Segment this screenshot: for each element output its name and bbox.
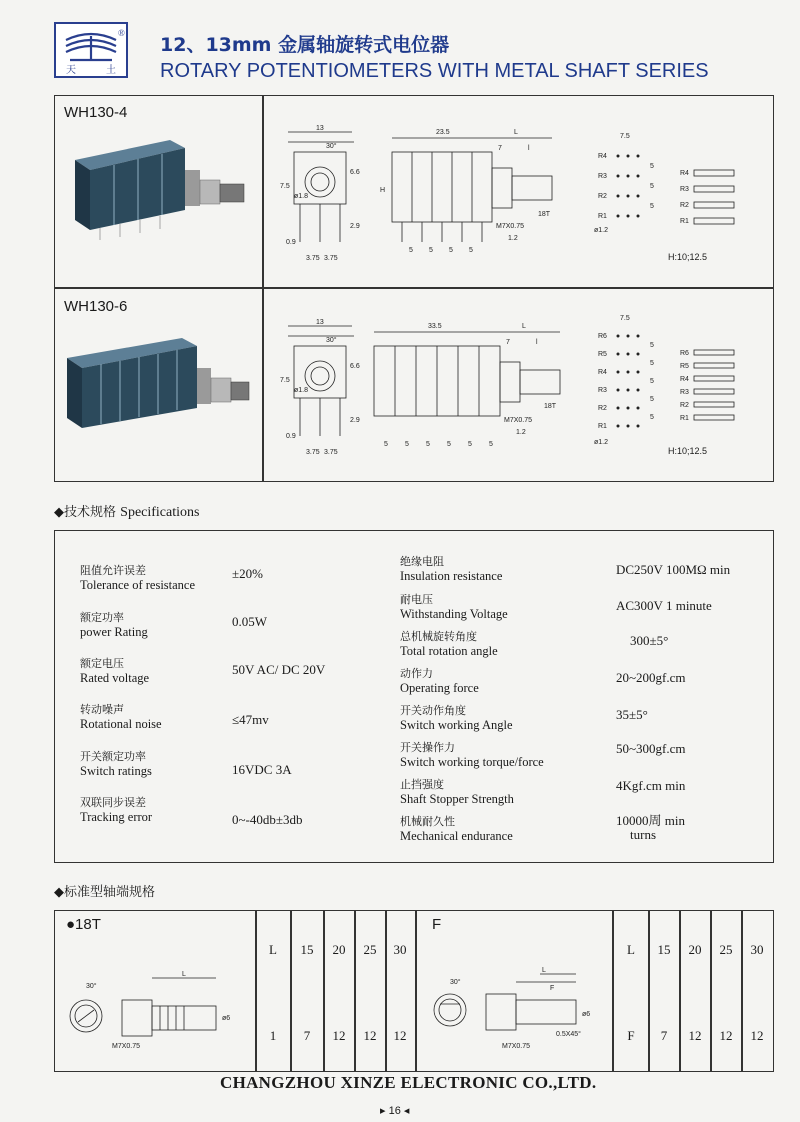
spec-label-cn: 总机械旋转角度 <box>400 630 477 643</box>
schematic-drawing <box>680 346 760 433</box>
spec-value: 16VDC 3A <box>232 762 292 777</box>
spec-value-line: turns <box>630 827 656 842</box>
spec-label-cn: 机械耐久性 <box>400 815 455 828</box>
svg-text:5: 5 <box>468 441 472 448</box>
svg-text:土: 土 <box>106 65 116 76</box>
svg-text:7.5: 7.5 <box>620 315 630 322</box>
specs-heading <box>54 501 199 521</box>
svg-text:R3: R3 <box>598 387 607 394</box>
svg-text:2.9: 2.9 <box>350 223 360 230</box>
spec-label-en: Rotational noise <box>80 717 162 731</box>
product-photo <box>70 140 250 255</box>
svg-text:5: 5 <box>650 396 654 403</box>
model-label: WH130-4 <box>64 104 128 121</box>
svg-text:ø1.8: ø1.8 <box>294 387 309 394</box>
svg-text:l: l <box>536 339 538 346</box>
spec-label-cn: 耐电压 <box>400 593 433 606</box>
spec-item <box>400 628 498 659</box>
shaft-f-drawing <box>430 966 610 1061</box>
table-cell: 12 <box>688 1028 702 1043</box>
spec-item <box>400 776 514 807</box>
spec-label-cn: 开关额定功率 <box>80 750 146 763</box>
company-name: CHANGZHOU XINZE ELECTRONIC CO.,LTD. <box>220 1073 597 1092</box>
svg-text:R3: R3 <box>680 389 689 396</box>
svg-text:5: 5 <box>650 360 654 367</box>
height-note: H:10;12.5 <box>668 446 708 456</box>
table-header-cell: 25 <box>363 942 377 957</box>
spec-item <box>80 655 149 686</box>
svg-text:R4: R4 <box>598 153 607 160</box>
spec-value: 0.05W <box>232 614 268 629</box>
spec-item <box>400 553 502 584</box>
svg-text:M7X0.75: M7X0.75 <box>502 1043 531 1050</box>
spec-label-cn: 开关动作角度 <box>400 704 466 717</box>
spec-label-en: Rated voltage <box>80 671 150 685</box>
svg-text:5: 5 <box>409 247 413 254</box>
svg-text:13: 13 <box>316 125 324 132</box>
spec-label-en: Tolerance of resistance <box>80 578 196 592</box>
side-view-drawing <box>378 102 578 277</box>
spec-label-en: Operating force <box>400 681 479 695</box>
svg-text:7: 7 <box>506 339 510 346</box>
schematic-drawing <box>680 164 760 233</box>
divider <box>710 910 712 1072</box>
side-view-drawing <box>368 296 578 471</box>
divider <box>741 910 743 1072</box>
pin-layout-drawing <box>594 312 664 457</box>
spec-item <box>400 813 513 844</box>
svg-text:ø6: ø6 <box>582 1011 591 1018</box>
svg-text:3.75: 3.75 <box>324 449 338 456</box>
table-header-cell: 15 <box>657 942 671 957</box>
divider <box>255 910 257 1072</box>
svg-text:0.5X45°: 0.5X45° <box>556 1031 581 1038</box>
spec-label-en: Withstanding Voltage <box>400 607 508 621</box>
divider <box>354 910 356 1072</box>
company-logo <box>54 22 128 78</box>
svg-text:R1: R1 <box>598 213 607 220</box>
divider <box>648 910 650 1072</box>
svg-text:ø1.2: ø1.2 <box>594 227 609 234</box>
svg-text:2.9: 2.9 <box>350 417 360 424</box>
table-cell: 12 <box>750 1028 764 1043</box>
svg-text:R2: R2 <box>680 402 689 409</box>
spec-value: 300±5° <box>630 633 669 648</box>
svg-text:l: l <box>528 145 530 152</box>
divider <box>290 910 292 1072</box>
svg-text:®: ® <box>118 28 125 38</box>
spec-value: 50V AC/ DC 20V <box>232 662 326 677</box>
specs-heading-cn: 技术规格 <box>64 505 117 520</box>
svg-text:R4: R4 <box>598 369 607 376</box>
svg-text:30°: 30° <box>326 143 337 150</box>
table-cell: 12 <box>719 1028 733 1043</box>
spec-value: ≤47mv <box>232 712 269 727</box>
pin-layout-drawing <box>594 128 664 243</box>
svg-text:5: 5 <box>447 441 451 448</box>
svg-text:5: 5 <box>650 163 654 170</box>
table-header-cell: 20 <box>688 942 702 957</box>
shaft-type-label: ●18T <box>66 916 101 933</box>
spec-label-en: Switch working Angle <box>400 718 513 732</box>
svg-text:R6: R6 <box>598 333 607 340</box>
svg-text:3.75: 3.75 <box>324 255 338 262</box>
svg-text:18T: 18T <box>544 403 557 410</box>
product-photo <box>62 338 252 453</box>
svg-text:5: 5 <box>429 247 433 254</box>
table-cell: 12 <box>332 1028 346 1043</box>
diamond-icon: ◆ <box>54 505 64 520</box>
svg-text:ø1.8: ø1.8 <box>294 193 309 200</box>
svg-text:R3: R3 <box>680 186 689 193</box>
spec-value: 35±5° <box>616 707 648 722</box>
spec-label-en: Switch ratings <box>80 764 152 778</box>
table-header-cell: 30 <box>750 942 764 957</box>
table-header-cell: 25 <box>719 942 733 957</box>
spec-item <box>400 665 479 696</box>
spec-item <box>80 794 152 825</box>
spec-item <box>80 562 195 593</box>
svg-text:5: 5 <box>405 441 409 448</box>
spec-value: DC250V 100MΩ min <box>616 562 731 577</box>
page-title-en: ROTARY POTENTIOMETERS WITH METAL SHAFT SERIES <box>160 60 709 82</box>
svg-text:13: 13 <box>316 319 324 326</box>
svg-text:5: 5 <box>650 203 654 210</box>
spec-label-en: Mechanical endurance <box>400 829 513 843</box>
svg-text:7: 7 <box>498 145 502 152</box>
svg-text:R4: R4 <box>680 376 689 383</box>
spec-label-en: Tracking error <box>80 810 153 824</box>
svg-text:5: 5 <box>384 441 388 448</box>
svg-text:3.75: 3.75 <box>306 255 320 262</box>
diamond-icon: ◆ <box>54 885 64 900</box>
svg-text:30°: 30° <box>86 983 97 990</box>
shaft-heading <box>54 881 155 900</box>
svg-text:R3: R3 <box>598 173 607 180</box>
spec-item <box>400 702 513 733</box>
svg-text:R1: R1 <box>598 423 607 430</box>
table-header-cell: L <box>269 942 277 957</box>
table-cell: 1 <box>269 1028 277 1043</box>
table-header-cell: L <box>627 942 635 957</box>
spec-label-cn: 止挡强度 <box>400 778 444 791</box>
svg-text:R4: R4 <box>680 170 689 177</box>
spec-label-en: Total rotation angle <box>400 644 498 658</box>
svg-text:R2: R2 <box>598 405 607 412</box>
svg-text:L: L <box>182 971 186 978</box>
table-header-cell: 20 <box>332 942 346 957</box>
spec-value: 4Kgf.cm min <box>616 778 686 793</box>
page-number: ▸ 16 ◂ <box>380 1105 410 1117</box>
front-view-drawing <box>276 296 366 471</box>
svg-text:6.6: 6.6 <box>350 169 360 176</box>
spec-label-cn: 绝缘电阻 <box>400 555 444 568</box>
svg-text:L: L <box>514 129 518 136</box>
divider <box>262 95 264 482</box>
spec-item <box>80 748 152 779</box>
svg-text:7.5: 7.5 <box>280 183 290 190</box>
spec-label-cn: 额定电压 <box>80 657 124 670</box>
svg-text:5: 5 <box>449 247 453 254</box>
svg-text:0.9: 0.9 <box>286 239 296 246</box>
svg-text:R5: R5 <box>598 351 607 358</box>
svg-text:5: 5 <box>650 378 654 385</box>
spec-label-en: Shaft Stopper Strength <box>400 792 514 806</box>
svg-text:3.75: 3.75 <box>306 449 320 456</box>
spec-label-en: power Rating <box>80 625 148 639</box>
svg-text:H: H <box>380 187 386 194</box>
table-cell: 7 <box>303 1028 311 1043</box>
svg-text:5: 5 <box>426 441 430 448</box>
shaft-type-label: F <box>432 916 442 933</box>
svg-text:7.5: 7.5 <box>280 377 290 384</box>
front-view-drawing <box>276 102 366 277</box>
svg-text:R1: R1 <box>680 218 689 225</box>
svg-text:M7X0.75: M7X0.75 <box>496 223 525 230</box>
svg-text:M7X0.75: M7X0.75 <box>504 417 533 424</box>
table-cell: F <box>627 1028 635 1043</box>
svg-text:5: 5 <box>489 441 493 448</box>
spec-item <box>80 609 148 640</box>
spec-label-en: Switch working torque/force <box>400 755 544 769</box>
spec-label-cn: 额定功率 <box>80 611 124 624</box>
divider <box>415 910 417 1072</box>
svg-text:5: 5 <box>650 414 654 421</box>
spec-value-line: 10000周 min <box>616 813 685 828</box>
svg-text:R6: R6 <box>680 350 689 357</box>
svg-text:L: L <box>542 967 546 974</box>
table-header-cell: 15 <box>300 942 314 957</box>
page-title-cn: 12、13mm 金属轴旋转式电位器 <box>160 34 450 56</box>
svg-text:5: 5 <box>469 247 473 254</box>
divider <box>385 910 387 1072</box>
divider <box>679 910 681 1072</box>
svg-text:18T: 18T <box>538 211 551 218</box>
svg-text:天: 天 <box>66 65 76 76</box>
spec-label-cn: 阻值允许误差 <box>80 564 146 577</box>
spec-label-cn: 开关操作力 <box>400 741 455 754</box>
svg-text:6.6: 6.6 <box>350 363 360 370</box>
svg-text:5: 5 <box>650 183 654 190</box>
divider <box>612 910 614 1072</box>
svg-text:33.5: 33.5 <box>428 323 442 330</box>
svg-text:F: F <box>550 985 555 992</box>
svg-text:ø6: ø6 <box>222 1015 231 1022</box>
spec-value <box>616 814 685 842</box>
svg-text:5: 5 <box>650 342 654 349</box>
table-cell: 12 <box>363 1028 377 1043</box>
shaft-18t-drawing <box>64 966 254 1061</box>
svg-text:R1: R1 <box>680 415 689 422</box>
spec-value: 50~300gf.cm <box>616 741 686 756</box>
height-note: H:10;12.5 <box>668 252 708 262</box>
svg-text:0.9: 0.9 <box>286 433 296 440</box>
spec-item <box>400 591 508 622</box>
svg-text:R5: R5 <box>680 363 689 370</box>
spec-value: AC300V 1 minute <box>616 598 712 613</box>
spec-label-en: Insulation resistance <box>400 569 503 583</box>
spec-value: ±20% <box>232 566 263 581</box>
svg-text:1.2: 1.2 <box>508 235 518 242</box>
spec-label-cn: 转动噪声 <box>80 703 124 716</box>
specs-heading-en: Specifications <box>120 505 200 520</box>
svg-text:30°: 30° <box>326 337 337 344</box>
svg-text:R2: R2 <box>598 193 607 200</box>
svg-text:23.5: 23.5 <box>436 129 450 136</box>
spec-item <box>400 739 544 770</box>
spec-label-cn: 双联同步误差 <box>80 796 146 809</box>
divider <box>323 910 325 1072</box>
svg-text:7.5: 7.5 <box>620 133 630 140</box>
model-label: WH130-6 <box>64 298 128 315</box>
svg-text:L: L <box>522 323 526 330</box>
spec-value: 20~200gf.cm <box>616 670 686 685</box>
svg-text:R2: R2 <box>680 202 689 209</box>
table-cell: 7 <box>660 1028 668 1043</box>
svg-text:ø1.2: ø1.2 <box>594 439 609 446</box>
table-cell: 12 <box>393 1028 407 1043</box>
svg-text:1.2: 1.2 <box>516 429 526 436</box>
shaft-heading-cn: 标准型轴端规格 <box>64 885 156 900</box>
spec-label-cn: 动作力 <box>400 667 433 680</box>
spec-item <box>80 701 162 732</box>
svg-text:30°: 30° <box>450 979 461 986</box>
table-header-cell: 30 <box>393 942 407 957</box>
svg-text:M7X0.75: M7X0.75 <box>112 1043 141 1050</box>
spec-value: 0~-40db±3db <box>232 812 303 827</box>
divider <box>54 287 774 289</box>
